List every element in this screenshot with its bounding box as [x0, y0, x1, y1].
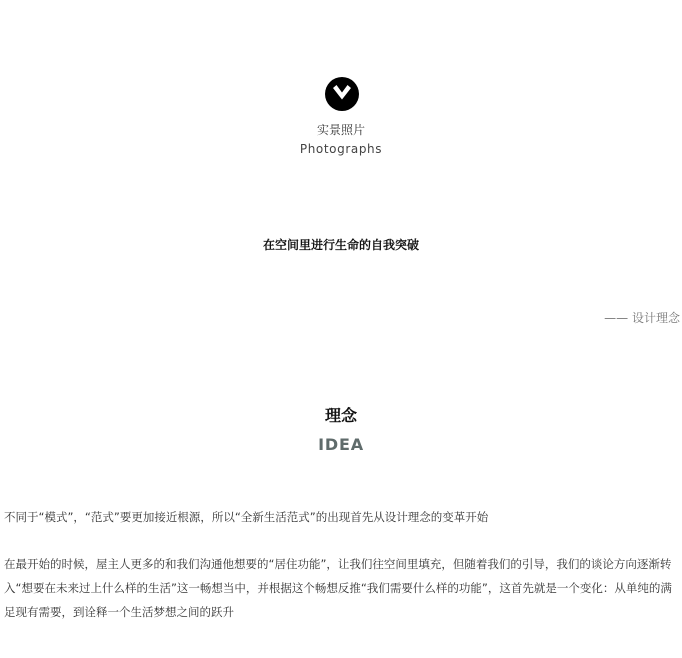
section-title-en: Photographs [299, 142, 383, 156]
down-arrow-circle-icon [324, 76, 360, 112]
paragraph-1: 不同于“模式”，“范式”要更加接近根源，所以“全新生活范式”的出现首先从设计理念的变革开始 [4, 510, 489, 524]
paragraph-2: 在最开始的时候，屋主人更多的和我们沟通他想要的“居住功能”，让我们往空间里填充，但随着我们的引导，我们的谈论方向逐渐转入“想要在未来过上什么样的生活”这一畅想当中，并根据这个畅想反推“我们需要什么样的功能”，这首先就是一个变化：从单纯的满足现有需要，到诠释一个生活梦想之间的跃升 [4, 557, 672, 619]
subtitle: 在空间里进行生命的自我突破 [262, 238, 419, 252]
idea-title-cn: 理念 [324, 406, 357, 425]
idea-title-en: IDEA [318, 435, 364, 454]
design-concept-tag: —— 设计理念 [604, 311, 680, 325]
section-title-cn: 实景照片 [316, 123, 365, 137]
